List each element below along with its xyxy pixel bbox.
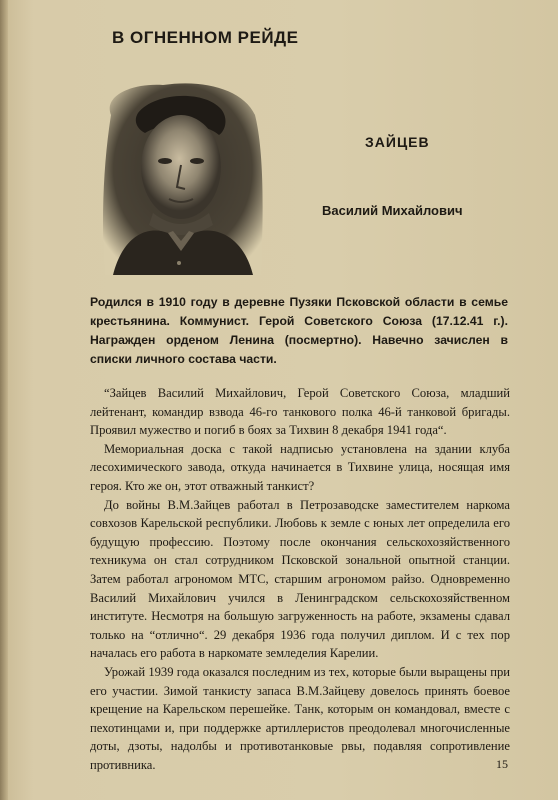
- hero-surname: ЗАЙЦЕВ: [365, 134, 430, 150]
- paragraph: Урожай 1939 года оказался последним из тех, которые были выращены при его участии. Зимой танкисту запаса В.М.Зайцеву довелось принять боевое крещение на Карельском перешейке. Танк, которым он командовал, вместе с пехотинцами и, при поддержке артиллеристов преодолевал многочисленные доты, дзоты, надолбы и противотанковые рвы, подавляя сопротивление противника.: [90, 664, 510, 772]
- biography-summary: Родился в 1910 году в деревне Пузяки Псковской области в семье крестьянина. Коммунист. Герой Советского Союза (17.12.41 г.). Награжден орденом Ленина (посмертно). Навечно зачислен в списки личного состава части.: [90, 295, 508, 366]
- paragraph: “Зайцев Василий Михайлович, Герой Советского Союза, младший лейтенант, командир взвода 46-го танкового полка 46-й танковой бригады. Проявил мужество и погиб в боях за Тихвин 8 декабря 1941 года“.: [90, 386, 510, 438]
- portrait-photo: [93, 75, 271, 277]
- chapter-title: В ОГНЕННОМ РЕЙДЕ: [112, 28, 299, 47]
- paragraph: Мемориальная доска с такой надписью установлена на здании клуба лесохимического завода, откуда начинается в Тихвине улица, носящая имя героя. Кто же он, этот отважный танкист?: [90, 441, 510, 493]
- hero-full-name: Василий Михайлович: [322, 203, 463, 218]
- page-number: 15: [496, 757, 508, 771]
- article-body: [90, 384, 510, 774]
- paragraph: До войны В.М.Зайцев работал в Петрозаводске заместителем наркома совхозов Карельской республики. Любовь к земле с юных лет определила его будущую профессию. Поэтому после окончания сельскохозяйственного техникума он стал сотрудником Псковской зональной опытной станции. Затем работал агрономом МТС, старшим агрономом райзо. Одновременно Василий Михайлович учился в Ленинградском сельскохозяйственном институте. Несмотря на большую загруженность на работе, экзамены сдавал только на “отлично“. 29 декабря 1936 года получил диплом. И с тех пор началась его работа в наркомате земледелия Карелии.: [90, 497, 510, 661]
